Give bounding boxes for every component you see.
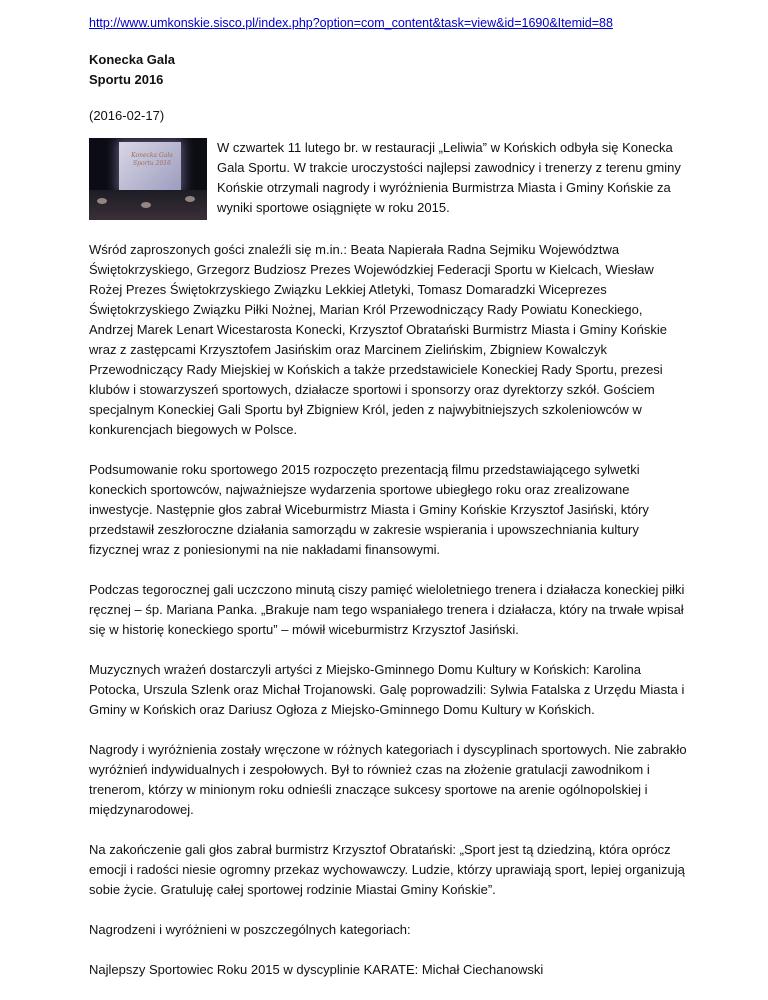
summary-paragraph: Podsumowanie roku sportowego 2015 rozpoczęto prezentacją filmu przedstawiającego sylwetki koneckich sportowców, najważniejsze wydarzenia sportowe ubiegłego roku oraz zrealizowane inwestycje. Następnie głos zabrał Wiceburmistrz Miasta i Gminy Końskie Krzysztof Jasiński, który przedstawił zeszłoroczne działania samorządu w zakresie wspierania i upowszechniania kultury fizycznej wraz z poniesionymi na nie nakładami finansowymi. [89,462,649,557]
intro-section [89,138,689,240]
projection-screen-text: Konecka Gala Sportu 2016 [131,152,173,167]
article-title-line-2: Sportu 2016 [89,72,164,87]
source-url-link[interactable]: http://www.umkonskie.sisco.pl/index.php?option=com_content&task=view&id=1690&Itemid=88 [89,16,613,30]
memorial-paragraph: Podczas tegorocznej gali uczczono minutą ciszy pamięć wieloletniego trenera i działacza koneckiej piłki ręcznej – śp. Mariana Panka. „Brakuje nam tego wspaniałego trenera i działacza, który na trwałe wpisał się w historię koneckiego sportu” – mówił wiceburmistrz Krzysztof Jasiński. [89,582,685,637]
awardees-heading: Nagrodzeni i wyróżnieni w poszczególnych kategoriach: [89,922,411,937]
projection-screen [119,142,181,190]
article-title-line-1: Konecka Gala [89,52,175,67]
guests-paragraph: Wśród zaproszonych gości znaleźli się m.in.: Beata Napierała Radna Sejmiku Województwa Świętokrzyskiego, Grzegorz Budziosz Prezes Wojewódzkiej Federacji Sportu w Kielcach, Wiesław Rożej Prezes Świętokrzyskiego Związku Lekkiej Atletyki, Tomasz Domaradzki Wiceprezes Świętokrzyskiego Związku Piłki Nożnej, Marian Król Przewodniczący Rady Powiatu Koneckiego, Andrzej Marek Lenart Wicestarosta Konecki, Krzysztof Obratański Burmistrz Miasta i Gminy Końskie wraz z zastępcami Krzysztofem Jasińskim oraz Marcinem Zielińskim, Zbigniew Kowalczyk Przewodniczący Rady Miejskiej w Końskich a także przedstawiciele Koneckiej Rady Sportu, prezesi klubów i stowarzyszeń sportowych, działacze sportowi i sponsorzy oraz dyrektorzy szkół. Gościem specjalnym Koneckiej Gali Sportu był Zbigniew Król, jeden z najwybitniejszych szkoleniowców w konkurencjach biegowych w Polsce. [89,242,667,437]
table-light [185,196,195,202]
music-paragraph: Muzycznych wrażeń dostarczyli artyści z Miejsko-Gminnego Domu Kultury w Końskich: Karolina Potocka, Urszula Szlenk oraz Michał Trojanowski. Galę poprowadzili: Sylwia Fatalska z Urzędu Miasta i Gminy w Końskich oraz Dariusz Ogłoza z Miejsko-Gminnego Domu Kultury w Końskich. [89,662,685,717]
closing-paragraph: Na zakończenie gali głos zabrał burmistrz Krzysztof Obratański: „Sport jest tą dziedziną, która oprócz emocji i radości niesie ogromny przekaz wychowawczy. Ludzie, którzy uprawiają sport, lepiej organizują sobie życie. Gratuluję całej sportowej rodzinie Miastai Gminy Końskie”. [89,842,685,897]
document-page [89,14,689,1000]
intro-paragraph: W czwartek 11 lutego br. w restauracji „Leliwia” w Końskich odbyła się Konecka Gala Sportu. W trakcie uroczystości najlepsi zawodnicy i trenerzy z terenu gminy Końskie otrzymali nagrody i wyróżnienia Burmistrza Miasta i Gminy Końskie za wyniki sportowe osiągnięte w roku 2015. [217,140,681,215]
awards-paragraph: Nagrody i wyróżnienia zostały wręczone w różnych kategoriach i dyscyplinach sportowych. Nie zabrakło wyróżnień indywidualnych i zespołowych. Był to również czas na złożenie gratulacji zawodnikom i trenerom, którzy w minionym roku odnieśli znaczące sukcesy sportowe na arenie ogólnopolskiej i międzynarodowej. [89,742,687,817]
table-light [97,198,107,204]
article-date: (2016-02-17) [89,108,165,123]
gala-photo [89,138,207,220]
best-athlete-line: Najlepszy Sportowiec Roku 2015 w dyscyplinie KARATE: Michał Ciechanowski [89,962,544,977]
article-title [89,50,689,90]
table-light [141,202,151,208]
